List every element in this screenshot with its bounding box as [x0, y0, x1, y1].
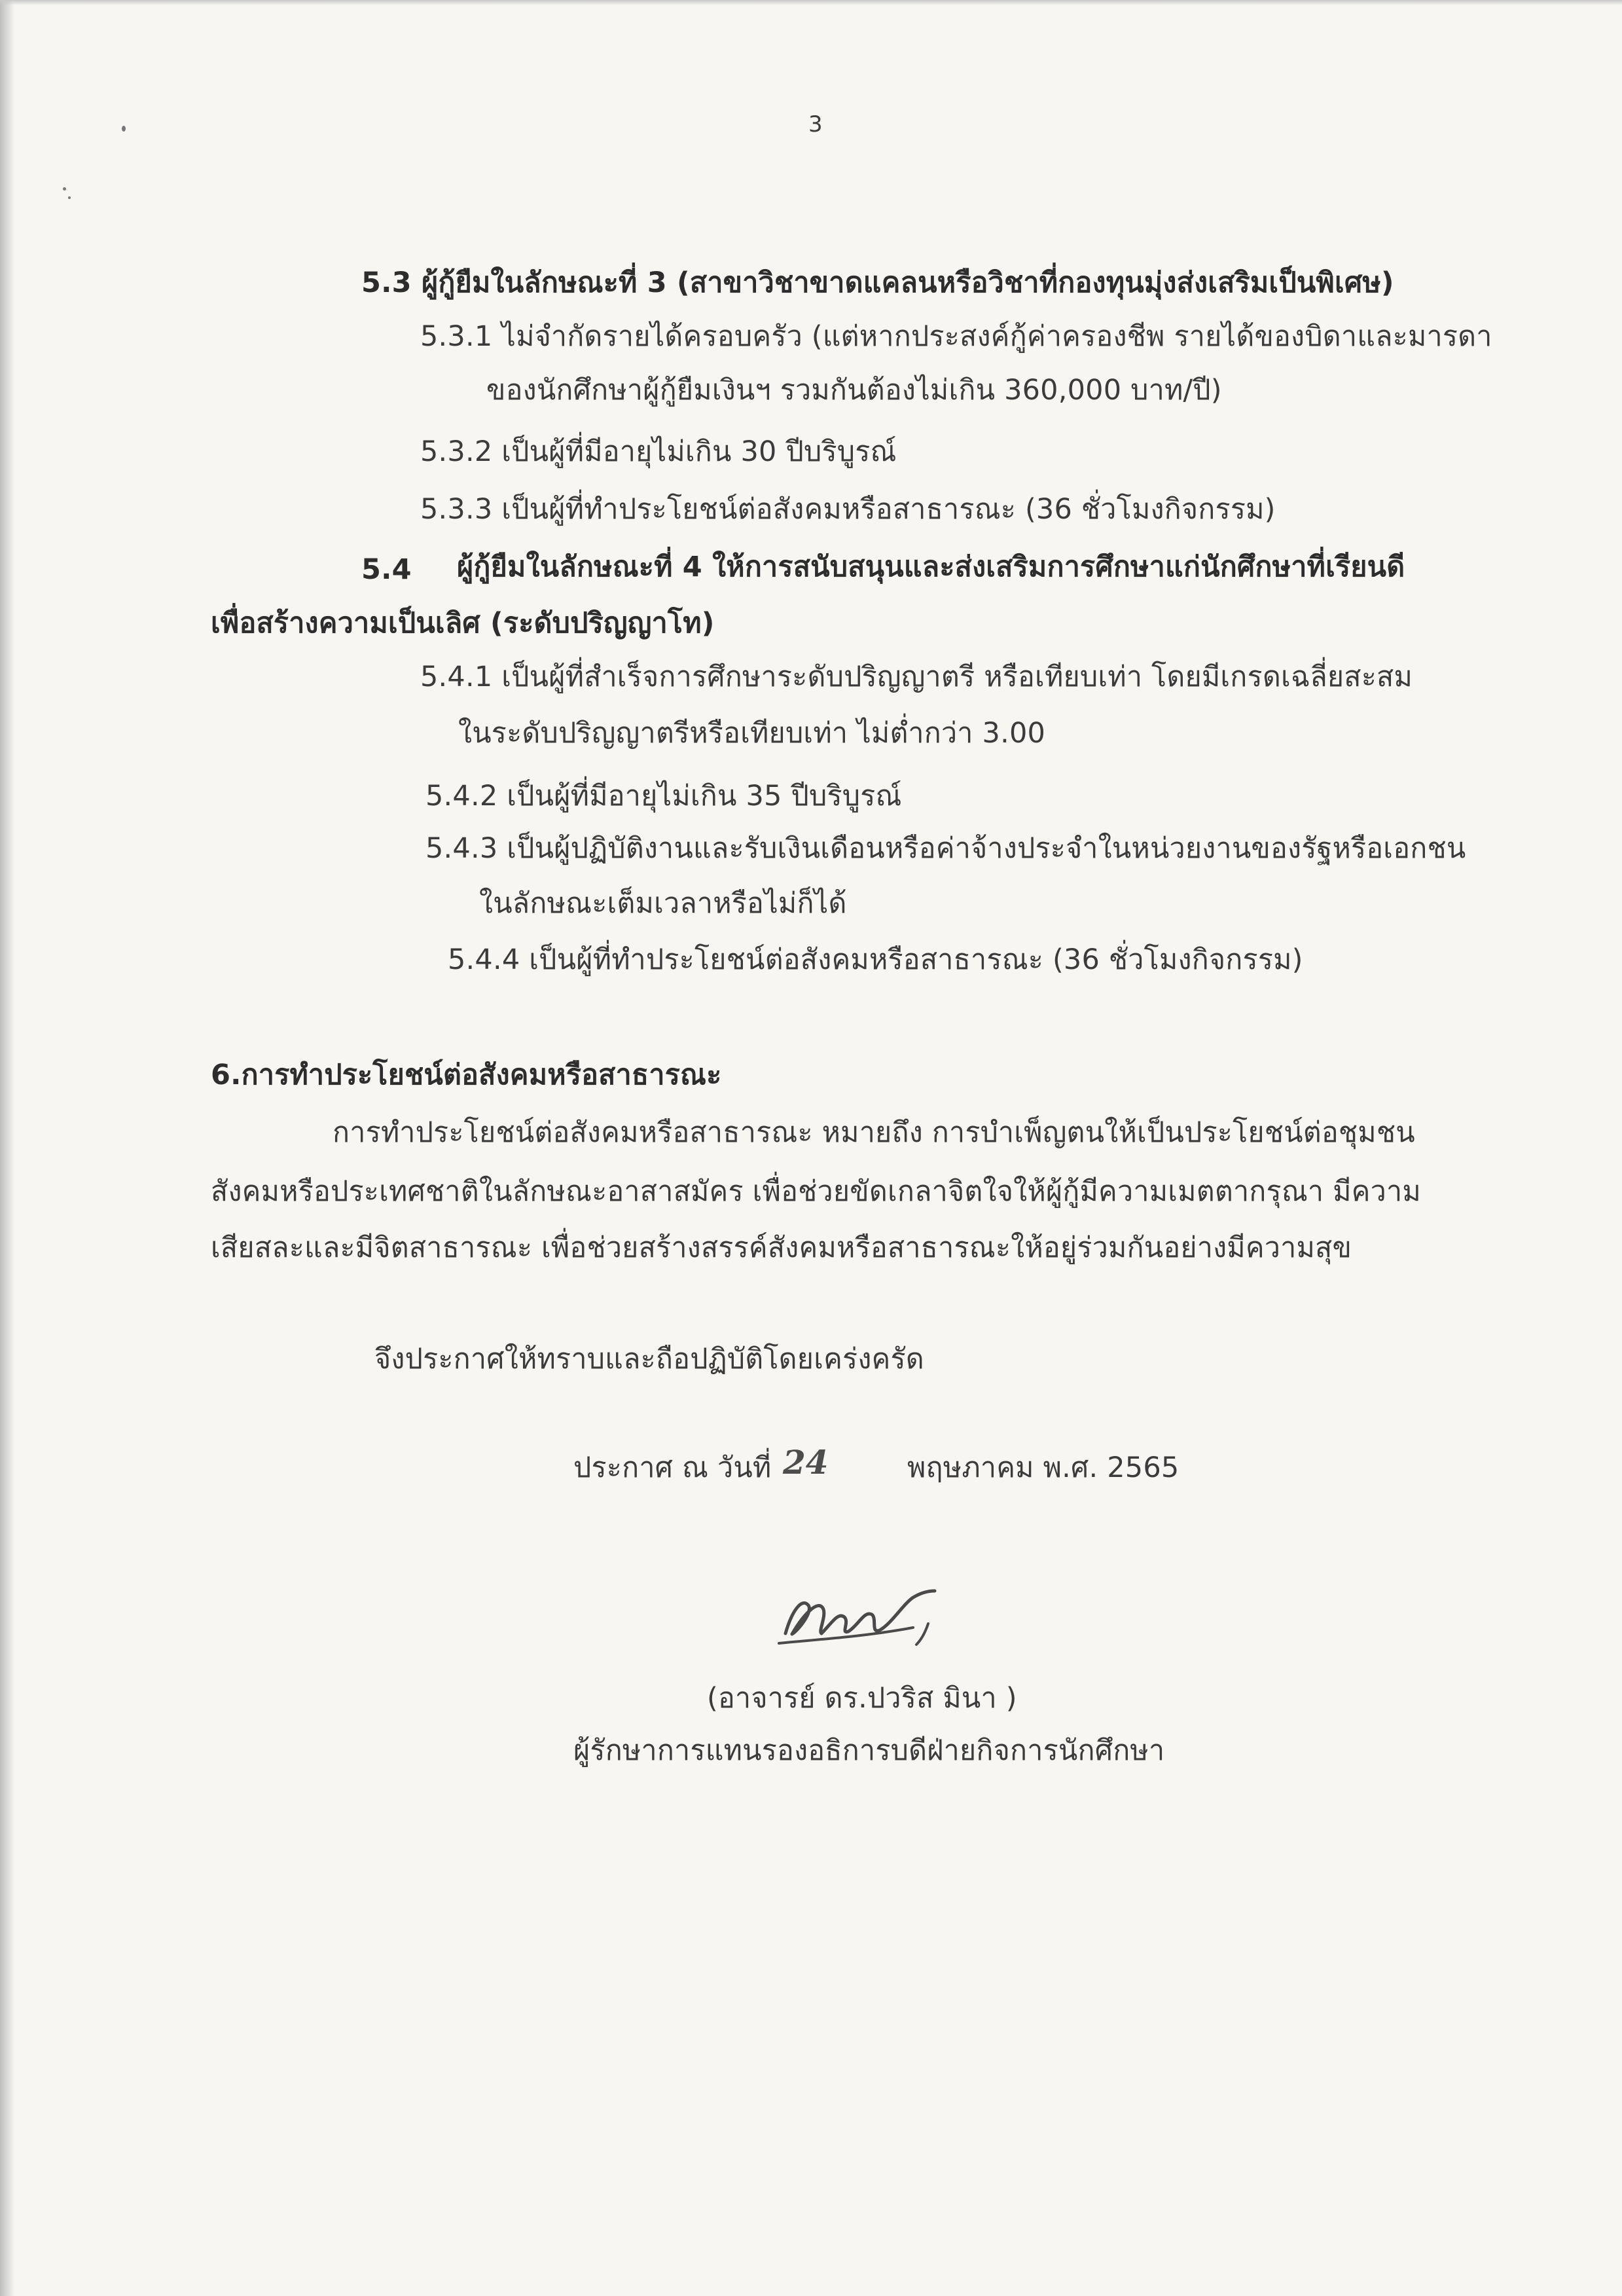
item-5-3-2: 5.3.2 เป็นผู้ที่มีอายุไม่เกิน 30 ปีบริบูรณ์: [420, 435, 897, 468]
section-6-paragraph-line1: การทำประโยชน์ต่อสังคมหรือสาธารณะ หมายถึง การบำเพ็ญตนให้เป็นประโยชน์ต่อชุมชน: [333, 1116, 1415, 1149]
item-5-3-1-line2: ของนักศึกษาผู้กู้ยืมเงินฯ รวมกันต้องไม่เกิน 360,000 บาท/ปี): [486, 374, 1222, 407]
section-5-4-number: 5.4: [361, 553, 412, 586]
section-6-paragraph-line2: สังคมหรือประเทศชาติในลักษณะอาสาสมัคร เพื่อช่วยขัดเกลาจิตใจให้ผู้กู้มีความเมตตากรุณา มีความ: [211, 1175, 1421, 1208]
item-5-4-1-line2: ในระดับปริญญาตรีหรือเทียบเท่า ไม่ต่ำกว่า 3.00: [458, 717, 1046, 750]
section-6-heading: 6.การทำประโยชน์ต่อสังคมหรือสาธารณะ: [211, 1059, 722, 1091]
date-prefix: ประกาศ ณ วันที่: [573, 1451, 772, 1484]
item-5-4-3-line1: 5.4.3 เป็นผู้ปฏิบัติงานและรับเงินเดือนหรือค่าจ้างประจำในหน่วยงานของรัฐหรือเอกชน: [425, 832, 1466, 865]
section-6-paragraph-line3: เสียสละและมีจิตสาธารณะ เพื่อช่วยสร้างสรรค์สังคมหรือสาธารณะให้อยู่ร่วมกันอย่างมีความสุข: [211, 1231, 1352, 1264]
item-5-4-2: 5.4.2 เป็นผู้ที่มีอายุไม่เกิน 35 ปีบริบูรณ์: [425, 780, 902, 812]
item-5-4-3-line2: ในลักษณะเต็มเวลาหรือไม่ก็ได้: [479, 887, 847, 920]
scan-left-edge: [0, 0, 14, 2296]
item-5-3-1-line1: 5.3.1 ไม่จำกัดรายได้ครอบครัว (แต่หากประสงค์กู้ค่าครองชีพ รายได้ของบิดาและมารดา: [420, 320, 1492, 353]
announcement-statement: จึงประกาศให้ทราบและถือปฏิบัติโดยเคร่งครัด: [374, 1343, 924, 1376]
signatory-title: ผู้รักษาการแทนรองอธิการบดีฝ่ายกิจการนักศึกษา: [573, 1734, 1165, 1767]
date-suffix: พฤษภาคม พ.ศ. 2565: [907, 1451, 1180, 1484]
date-day-handwritten: 24: [783, 1443, 829, 1482]
scan-top-edge: [0, 0, 1622, 5]
section-5-3-heading: 5.3 ผู้กู้ยืมในลักษณะที่ 3 (สาขาวิชาขาดแคลนหรือวิชาที่กองทุนมุ่งส่งเสริมเป็นพิเศษ): [361, 266, 1394, 299]
item-5-4-4: 5.4.4 เป็นผู้ที่ทำประโยชน์ต่อสังคมหรือสาธารณะ (36 ชั่วโมงกิจกรรม): [448, 943, 1303, 976]
scan-speck: [68, 196, 71, 199]
page-number: 3: [808, 111, 823, 137]
section-5-4-heading-line1: ผู้กู้ยืมในลักษณะที่ 4 ให้การสนับสนุนและส่งเสริมการศึกษาแก่นักศึกษาที่เรียนดี: [457, 551, 1405, 583]
signatory-name: (อาจารย์ ดร.ปวริส มินา ): [707, 1682, 1017, 1715]
signature-mark: [772, 1571, 949, 1656]
section-5-4-heading-line2: เพื่อสร้างความเป็นเลิศ (ระดับปริญญาโท): [211, 607, 715, 640]
item-5-3-3: 5.3.3 เป็นผู้ที่ทำประโยชน์ต่อสังคมหรือสาธารณะ (36 ชั่วโมงกิจกรรม): [420, 493, 1276, 526]
scan-speck: [63, 187, 66, 191]
scan-speck: [122, 126, 126, 132]
item-5-4-1-line1: 5.4.1 เป็นผู้ที่สำเร็จการศึกษาระดับปริญญาตรี หรือเทียบเท่า โดยมีเกรดเฉลี่ยสะสม: [420, 661, 1413, 693]
